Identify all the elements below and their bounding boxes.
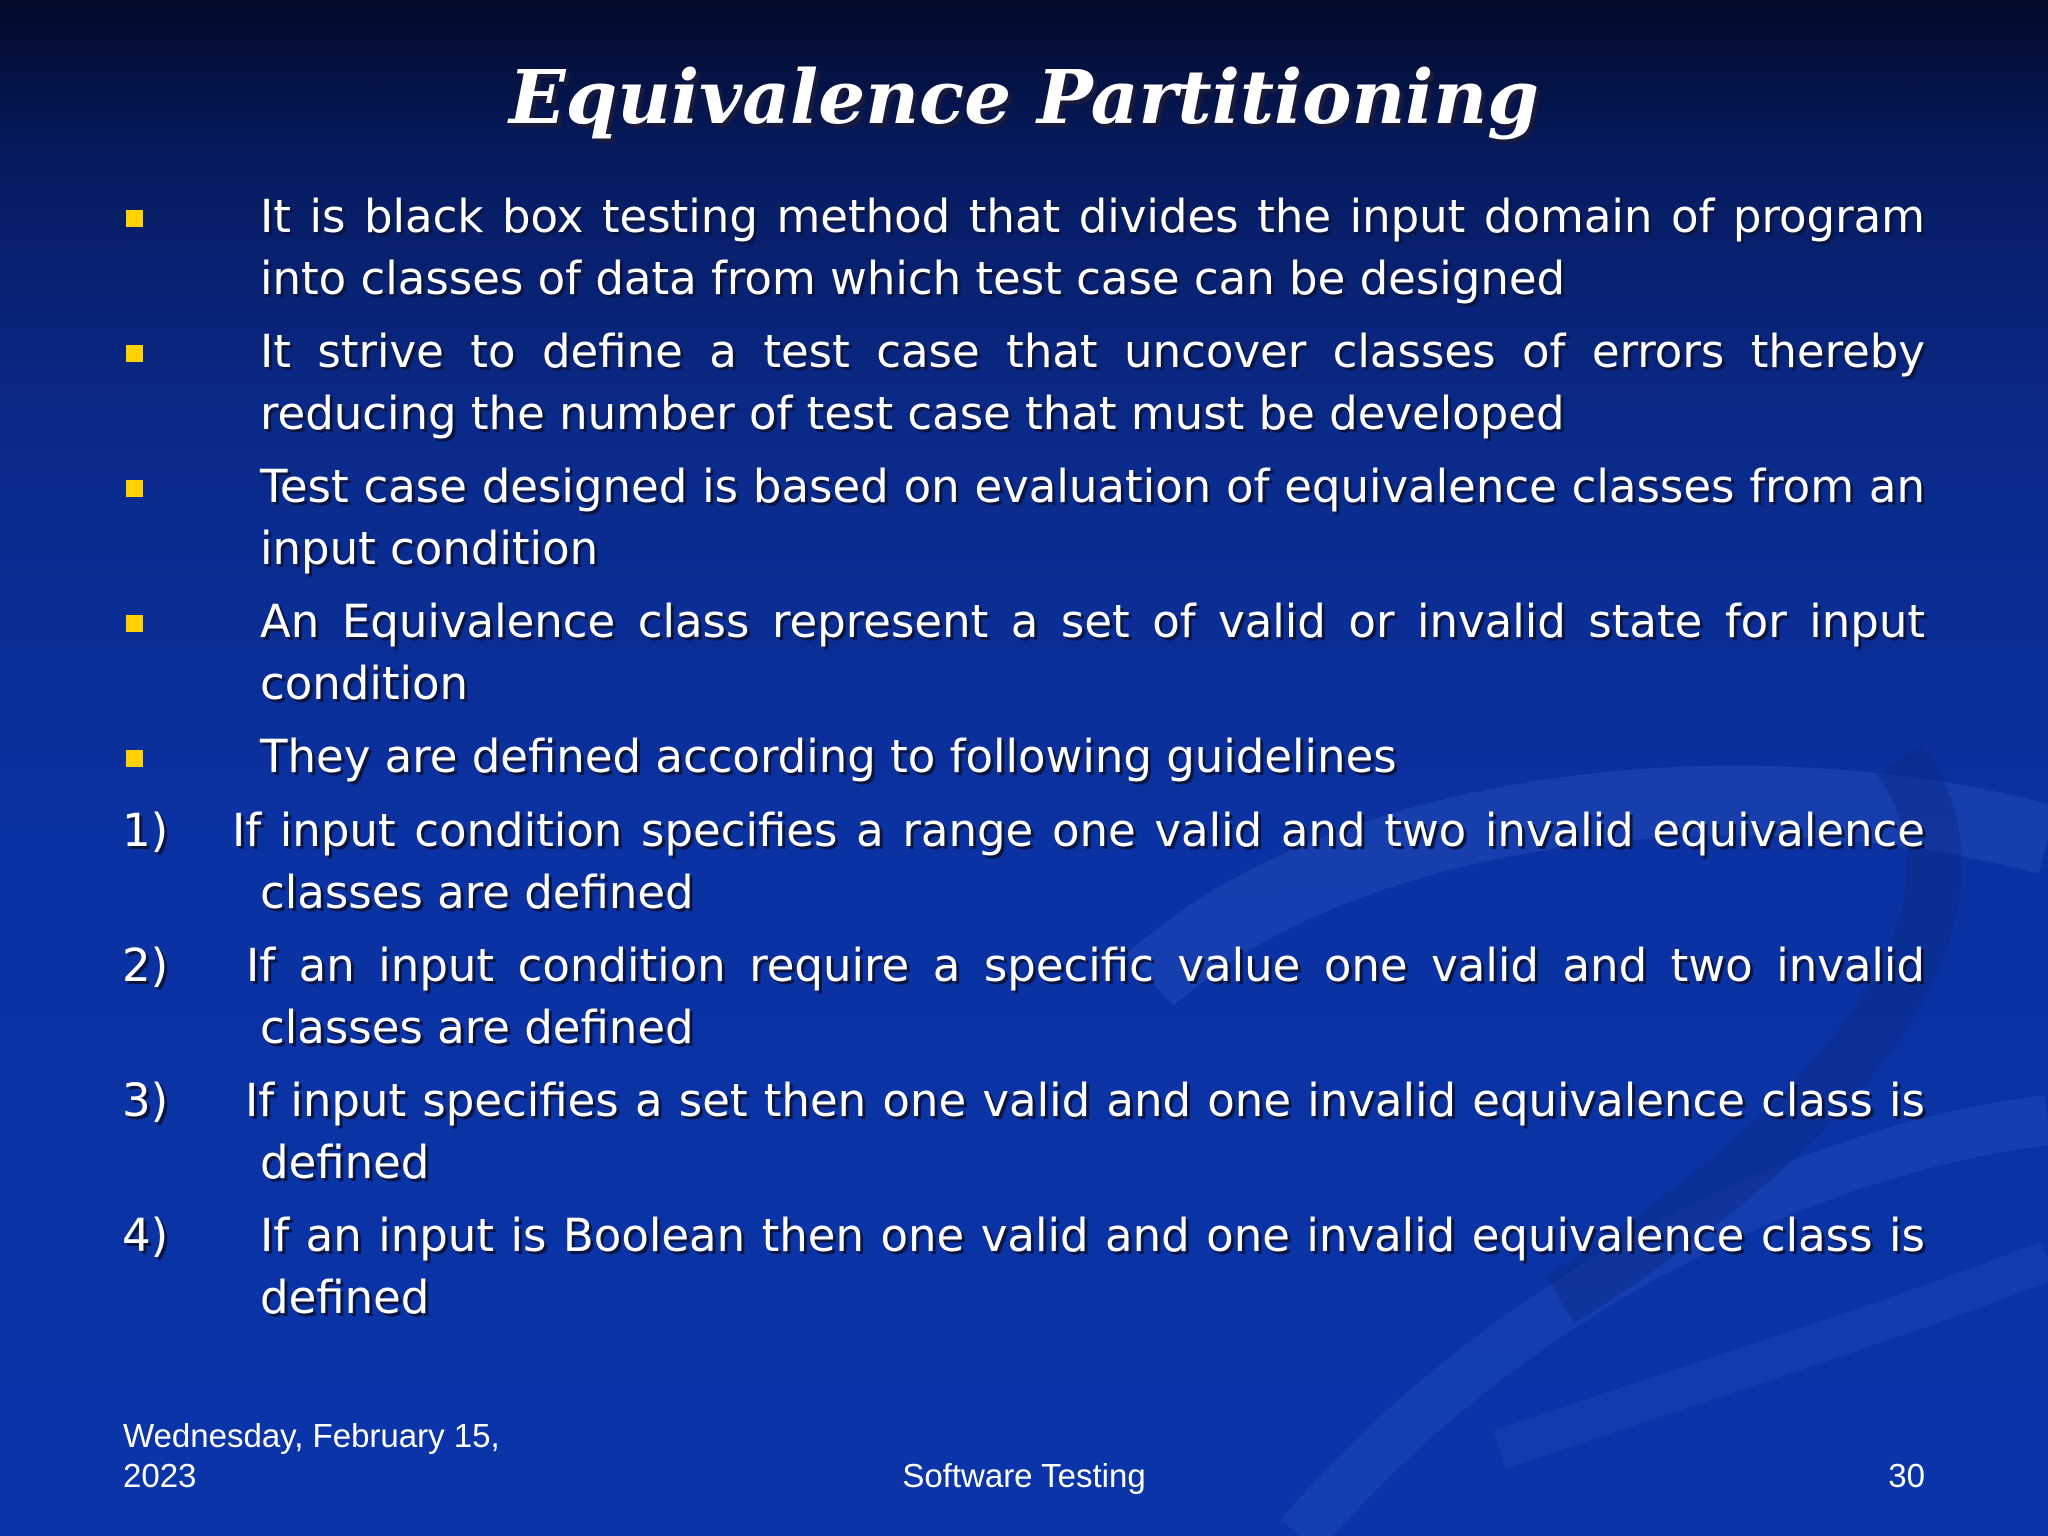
numbered-text: If an input is Boolean then one valid and one invalid equivalence class is defined xyxy=(260,1209,1925,1324)
numbered-text: If input condition specifies a range one valid and two invalid equivalence classes are defined xyxy=(232,804,1925,919)
bullet-text: It is black box testing method that divides the input domain of program into classes of data from which test case can be designed xyxy=(260,190,1925,305)
square-bullet-icon xyxy=(126,345,143,362)
footer-date-line2: 2023 xyxy=(123,1457,197,1494)
bullet-text: They are defined according to following guidelines xyxy=(260,730,1397,783)
numbered-text: If an input condition require a specific value one valid and two invalid classes are defined xyxy=(246,939,1925,1054)
square-bullet-icon xyxy=(126,750,143,767)
slide-title: Equivalence Partitioning xyxy=(509,55,1539,141)
footer-date-line1: Wednesday, February 15, xyxy=(123,1417,500,1454)
item-number: 2) xyxy=(122,939,169,992)
square-bullet-icon xyxy=(126,480,143,497)
bullet-text: An Equivalence class represent a set of valid or invalid state for input condition xyxy=(260,595,1925,710)
item-number: 4) xyxy=(122,1209,169,1262)
square-bullet-icon xyxy=(126,210,143,227)
square-bullet-icon xyxy=(126,615,143,632)
bullet-text: Test case designed is based on evaluation of equivalence classes from an input condition xyxy=(260,460,1925,575)
slide-number: 30 xyxy=(1888,1457,1925,1494)
bullet-text: It strive to define a test case that uncover classes of errors thereby reducing the number of test case that must be developed xyxy=(260,325,1925,440)
footer-title: Software Testing xyxy=(902,1457,1146,1494)
numbered-text: If input specifies a set then one valid and one invalid equivalence class is defined xyxy=(245,1074,1925,1189)
item-number: 1) xyxy=(122,804,169,857)
item-number: 3) xyxy=(122,1074,169,1127)
